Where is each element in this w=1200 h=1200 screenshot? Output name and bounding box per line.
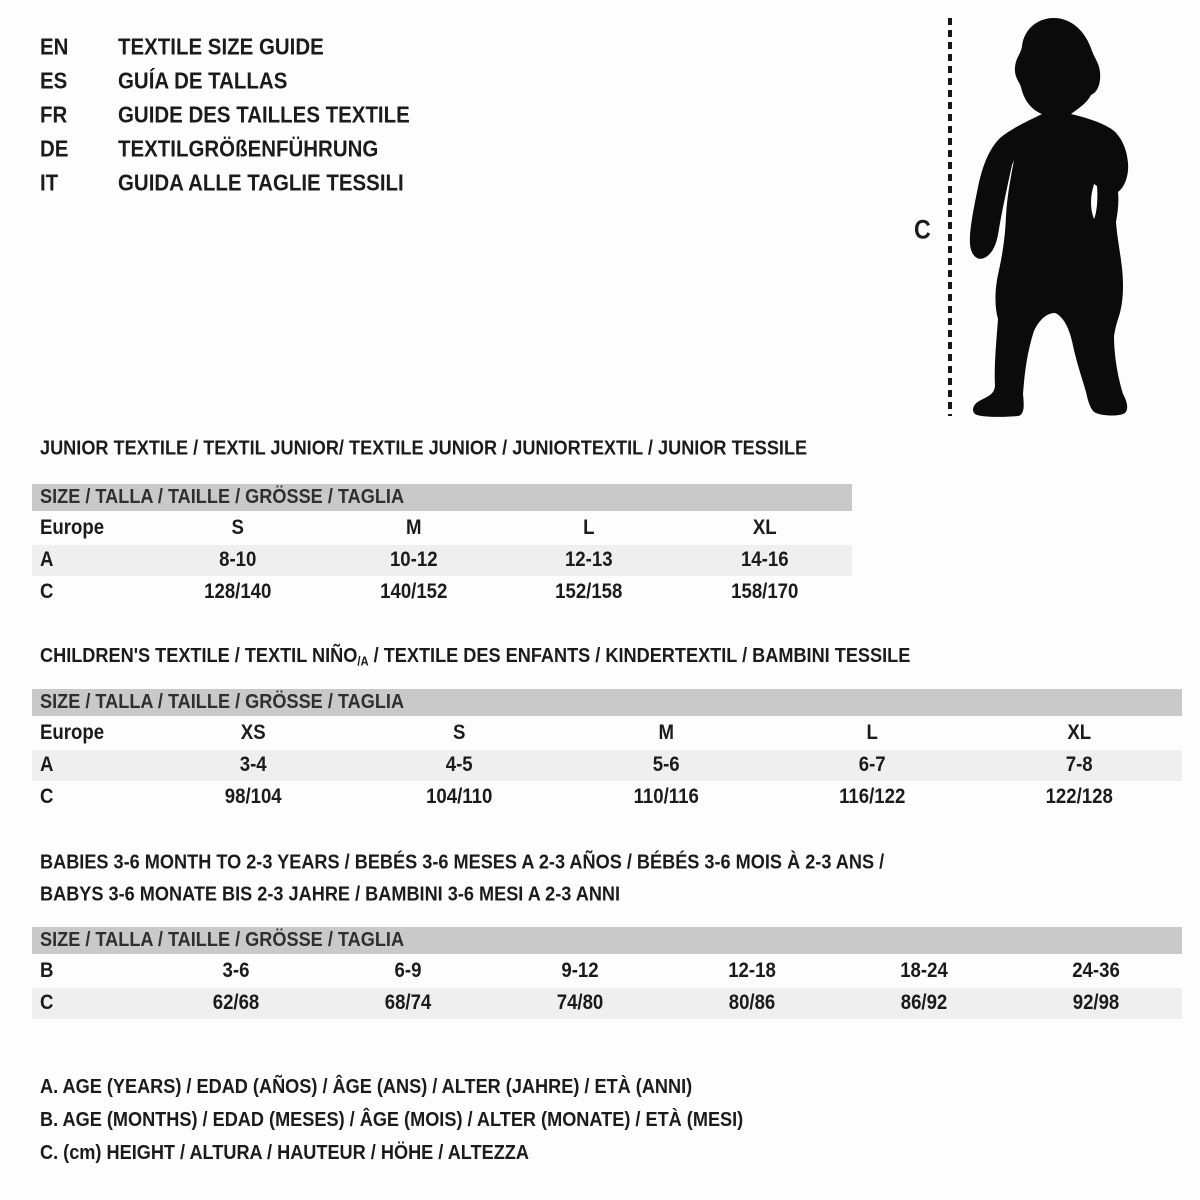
junior-col-s: S xyxy=(231,516,244,540)
children-row-height xyxy=(32,782,1182,813)
babies-size-header-bar xyxy=(32,927,1182,954)
children-title-pre: CHILDREN'S TEXTILE / TEXTIL NIÑO xyxy=(40,644,358,668)
lang-row-it xyxy=(40,166,432,200)
footnote-age-months: B. AGE (MONTHS) / EDAD (MESES) / ÂGE (MOIS) / ALTER (MONATE) / ETÀ (MESI) xyxy=(40,1108,744,1132)
lang-title-de: TEXTILGRÖßENFÜHRUNG xyxy=(118,135,379,162)
table-cell: 104/110 xyxy=(426,785,493,809)
lang-row-en xyxy=(40,30,432,64)
table-cell: 9-12 xyxy=(561,959,599,983)
children-col-europe: Europe xyxy=(40,721,105,745)
footnote-age-years: A. AGE (YEARS) / EDAD (AÑOS) / ÂGE (ANS) / ALTER (JAHRE) / ETÀ (ANNI) xyxy=(40,1075,693,1099)
height-measure-label: C xyxy=(914,215,931,245)
lang-code-fr: FR xyxy=(40,101,68,128)
table-cell: 24-36 xyxy=(1072,959,1120,983)
junior-row-height-label: C xyxy=(40,580,54,604)
babies-title-line2: BABYS 3-6 MONATE BIS 2-3 JAHRE / BAMBINI 3-6 MESI A 2-3 ANNI xyxy=(40,882,621,906)
table-cell: 68/74 xyxy=(384,991,432,1015)
table-cell: 6-9 xyxy=(394,959,422,983)
lang-title-fr: GUIDE DES TAILLES TEXTILE xyxy=(118,101,410,128)
table-cell: 92/98 xyxy=(1072,991,1120,1015)
lang-code-de: DE xyxy=(40,135,69,162)
lang-row-fr xyxy=(40,98,432,132)
table-cell: 116/122 xyxy=(839,785,906,809)
table-cell: 4-5 xyxy=(446,753,474,777)
table-cell: 98/104 xyxy=(224,785,282,809)
junior-col-europe: Europe xyxy=(40,516,105,540)
table-cell: 7-8 xyxy=(1065,753,1093,777)
lang-code-es: ES xyxy=(40,67,68,94)
junior-section-title xyxy=(40,436,865,460)
children-size-table xyxy=(32,689,1182,814)
babies-title-line1: BABIES 3-6 MONTH TO 2-3 YEARS / BEBÉS 3-6 MESES A 2-3 AÑOS / BÉBÉS 3-6 MOIS À 2-3 ANS / xyxy=(40,850,885,874)
children-size-header-bar xyxy=(32,689,1182,716)
babies-size-header-text: SIZE / TALLA / TAILLE / GRÖSSE / TAGLIA xyxy=(40,928,405,952)
table-cell: 10-12 xyxy=(389,548,438,572)
table-cell: 14-16 xyxy=(740,548,789,572)
table-cell: 80/86 xyxy=(728,991,776,1015)
table-cell: 18-24 xyxy=(900,959,948,983)
babies-row-months-label: B xyxy=(40,959,54,983)
footnotes xyxy=(40,1071,796,1170)
children-size-header-text: SIZE / TALLA / TAILLE / GRÖSSE / TAGLIA xyxy=(40,690,405,714)
junior-columns-row xyxy=(32,513,852,544)
junior-row-age xyxy=(32,545,852,576)
junior-row-height xyxy=(32,577,852,608)
children-row-height-label: C xyxy=(40,785,54,809)
table-cell: 3-6 xyxy=(222,959,250,983)
table-cell: 110/116 xyxy=(633,785,699,809)
junior-col-l: L xyxy=(583,516,595,540)
table-cell: 8-10 xyxy=(219,548,257,572)
lang-row-de xyxy=(40,132,432,166)
lang-code-en: EN xyxy=(40,33,69,60)
children-title-sub: /A xyxy=(357,654,369,669)
junior-size-header-text: SIZE / TALLA / TAILLE / GRÖSSE / TAGLIA xyxy=(40,485,405,509)
lang-code-it: IT xyxy=(40,169,59,196)
table-cell: 86/92 xyxy=(900,991,948,1015)
children-section-title xyxy=(40,644,976,673)
height-measure-dashed-line xyxy=(948,18,952,416)
table-cell: 122/128 xyxy=(1045,785,1113,809)
language-title-list xyxy=(40,30,432,200)
lang-title-es: GUÍA DE TALLAS xyxy=(118,67,288,94)
table-cell: 140/152 xyxy=(379,580,447,604)
children-row-age-label: A xyxy=(40,753,54,777)
babies-row-months xyxy=(32,956,1182,987)
table-cell: 12-18 xyxy=(728,959,776,983)
babies-size-table xyxy=(32,927,1182,1020)
children-title-post: / TEXTILE DES ENFANTS / KINDERTEXTIL / BAMBINI TESSILE xyxy=(368,644,911,668)
babies-row-height xyxy=(32,988,1182,1019)
table-cell: 12-13 xyxy=(564,548,613,572)
toddler-silhouette-image xyxy=(966,14,1138,420)
table-cell: 158/170 xyxy=(730,580,798,604)
children-col-m: M xyxy=(658,721,674,745)
junior-col-xl: XL xyxy=(752,516,777,540)
table-cell: 6-7 xyxy=(858,753,886,777)
table-cell: 5-6 xyxy=(652,753,680,777)
junior-size-table xyxy=(32,484,852,609)
junior-row-age-label: A xyxy=(40,548,54,572)
junior-section-title-text: JUNIOR TEXTILE / TEXTIL JUNIOR/ TEXTILE JUNIOR / JUNIORTEXTIL / JUNIOR TESSILE xyxy=(40,436,808,460)
children-col-xl: XL xyxy=(1066,721,1091,745)
children-section-title-text xyxy=(40,643,910,674)
babies-section-title xyxy=(40,850,948,906)
footnote-height-cm: C. (cm) HEIGHT / ALTURA / HAUTEUR / HÖHE / ALTEZZA xyxy=(40,1141,529,1165)
junior-col-m: M xyxy=(405,516,421,540)
children-row-age xyxy=(32,750,1182,781)
table-cell: 3-4 xyxy=(239,753,267,777)
children-col-s: S xyxy=(453,721,466,745)
table-cell: 152/158 xyxy=(555,580,623,604)
table-cell: 62/68 xyxy=(212,991,260,1015)
table-cell: 128/140 xyxy=(204,580,272,604)
children-columns-row xyxy=(32,718,1182,749)
lang-title-it: GUIDA ALLE TAGLIE TESSILI xyxy=(118,169,404,196)
babies-row-height-label: C xyxy=(40,991,54,1015)
lang-row-es xyxy=(40,64,432,98)
lang-title-en: TEXTILE SIZE GUIDE xyxy=(118,33,324,60)
children-col-l: L xyxy=(866,721,879,745)
table-cell: 74/80 xyxy=(556,991,604,1015)
children-col-xs: XS xyxy=(240,721,266,745)
junior-size-header-bar xyxy=(32,484,852,511)
